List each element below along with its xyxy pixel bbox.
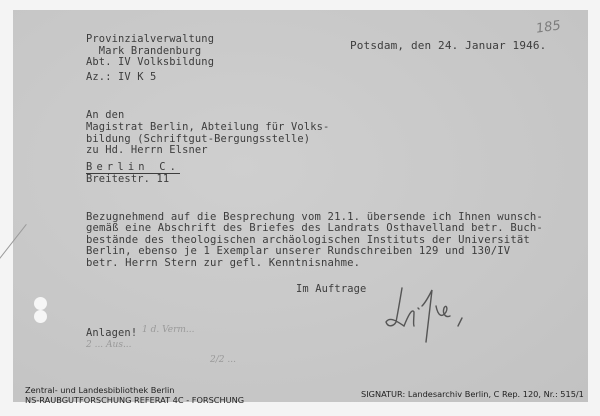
- signature-icon: [384, 286, 494, 346]
- footer-library-name: Zentral- und Landesbibliothek Berlin: [25, 385, 175, 395]
- recipient-block: [86, 110, 329, 157]
- recipient-line-2: Magistrat Berlin, Abteilung für Volks-: [86, 120, 330, 133]
- folio-number: 185: [535, 18, 562, 37]
- handwritten-signature: [384, 286, 494, 350]
- recipient-street: Breitestr. 11: [86, 173, 170, 185]
- body-line-4: Berlin, ebenso je 1 Exemplar unserer Rundschreiben 129 und 130/IV: [86, 245, 511, 258]
- enclosures-label: Anlagen!: [86, 327, 138, 339]
- recipient-city: Berlin C.: [86, 161, 181, 173]
- pencil-note-3: 2/2 ...: [210, 355, 236, 365]
- recipient-line-1: An den: [86, 109, 125, 121]
- recipient-line-4: zu Hd. Herrn Elsner: [86, 144, 208, 157]
- footer-department: NS-RAUBGUTFORSCHUNG REFERAT 4C - FORSCHUNG: [25, 394, 245, 405]
- sender-block: [86, 34, 214, 69]
- closing-phrase: Im Auftrage: [296, 283, 367, 295]
- sender-line-2: Mark Brandenburg: [86, 44, 202, 57]
- sender-line-3: Abt. IV Volksbildung: [86, 56, 215, 68]
- footer-signature-ref: SIGNATUR: Landesarchiv Berlin, C Rep. 120, Nr.: 515/1: [361, 389, 584, 399]
- reference-number: Az.: IV K 5: [86, 71, 157, 83]
- pencil-note-1: 1 d. Verm...: [142, 325, 195, 335]
- punch-hole: [34, 297, 47, 310]
- body-line-5: betr. Herrn Stern zur gefl. Kenntnisnahme.: [86, 256, 361, 269]
- body-line-1: Bezugnehmend auf die Besprechung vom 21.1. übersende ich Ihnen wunsch-: [86, 211, 543, 223]
- body-line-2: gemäß eine Abschrift des Briefes des Landrats Osthavelland betr. Buch-: [86, 222, 543, 235]
- footer-library: [25, 386, 244, 405]
- date-line: Potsdam, den 24. Januar 1946.: [350, 39, 547, 52]
- sender-line-1: Provinzialverwaltung: [86, 33, 215, 45]
- pencil-note-2: 2 ... Aus...: [86, 340, 132, 350]
- body-line-3: bestände des theologischen archäologischen Instituts der Universität: [86, 233, 530, 246]
- punch-hole: [34, 310, 47, 323]
- recipient-line-3: bildung (Schriftgut-Bergungsstelle): [86, 132, 311, 145]
- letter-body: [86, 212, 543, 269]
